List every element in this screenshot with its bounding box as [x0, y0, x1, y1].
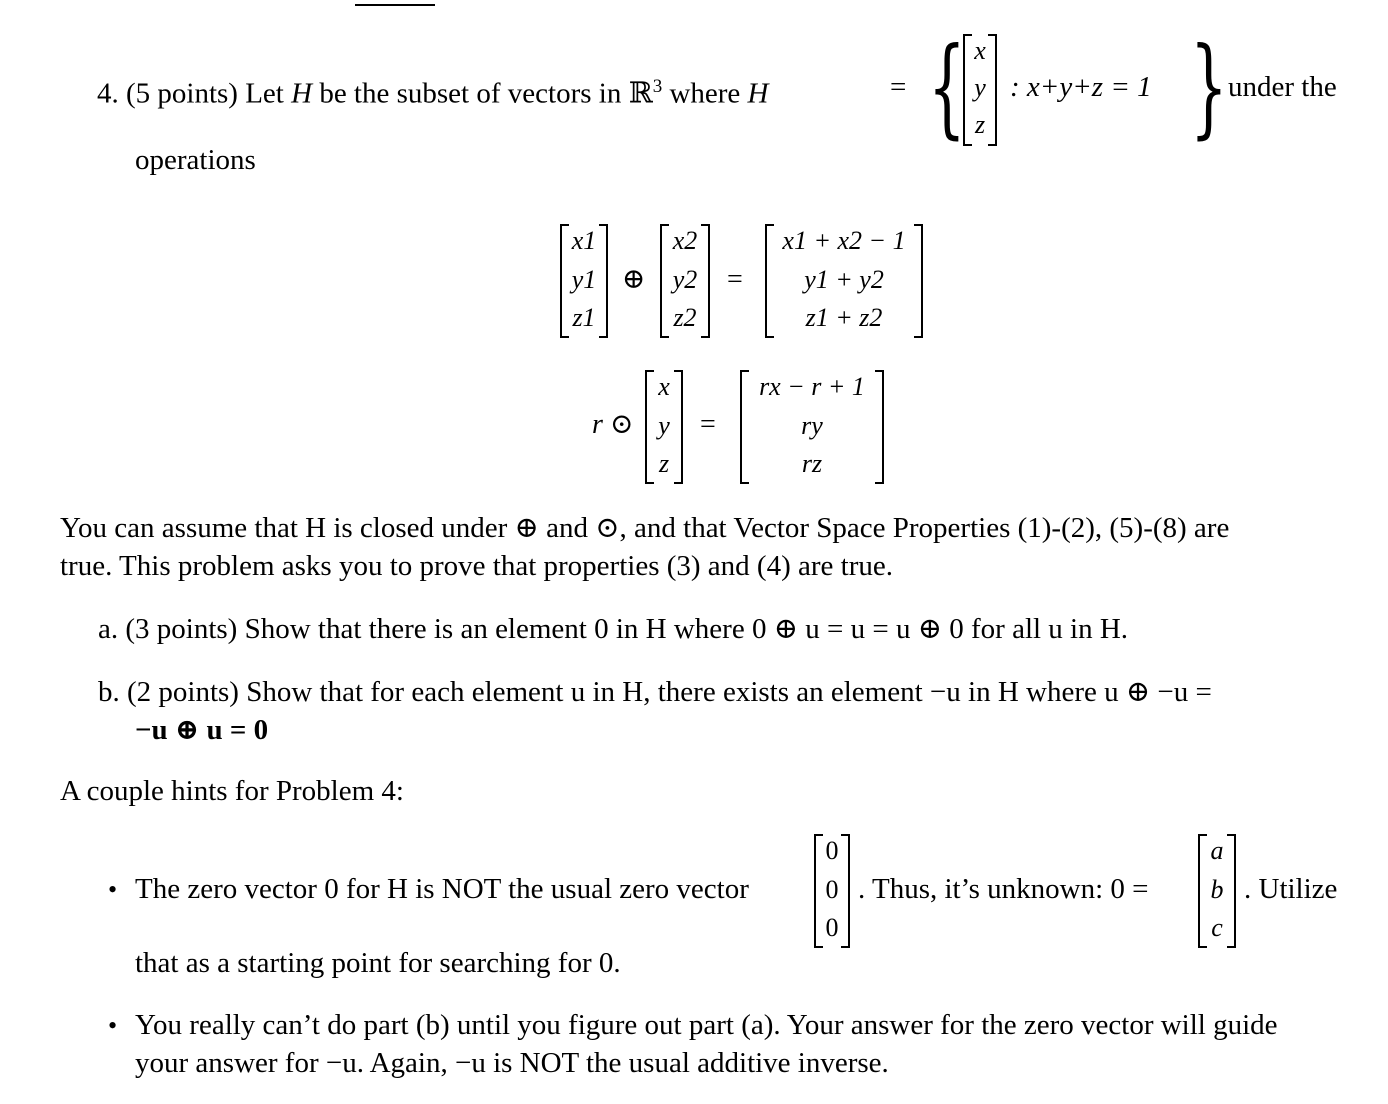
- hint-1-post: . Utilize: [1244, 873, 1338, 905]
- set-vector: [963, 34, 997, 146]
- scalar-result-y: ry: [801, 411, 823, 440]
- H-symbol-2: H: [747, 77, 769, 110]
- set-right-brace: }: [1190, 25, 1228, 150]
- zero-a: a: [1210, 836, 1224, 865]
- hint-1-line-2: that as a starting point for searching for 0.: [135, 947, 621, 979]
- R-exponent: 3: [652, 76, 663, 97]
- scalar-result-x: rx − r + 1: [759, 372, 865, 401]
- scalar-result-vector: [740, 370, 884, 484]
- top-bracket-remnant: [355, 0, 435, 6]
- usual-zero-vector: [814, 834, 850, 948]
- add-x1: x1: [571, 226, 597, 255]
- scalar-z: z: [658, 449, 670, 478]
- hint-2-line-2: your answer for −u. Again, −u is NOT the usual additive inverse.: [135, 1047, 889, 1079]
- part-b-line-1: b. (2 points) Show that for each element u in H, there exists an element −u in H where u ⊕ −u =: [98, 676, 1212, 708]
- set-condition: : x+y+z = 1: [1010, 71, 1152, 103]
- add-result-vector: [765, 224, 923, 338]
- hint-1-prefix: The zero vector 0 for H is NOT the usual zero vector: [135, 873, 749, 905]
- part-b-line-2: −u ⊕ u = 0: [135, 714, 269, 746]
- oplus-symbol: ⊕: [622, 264, 646, 295]
- add-y1: y1: [571, 265, 597, 294]
- where-text: where: [662, 77, 748, 110]
- zero-1: 0: [825, 836, 839, 865]
- bullet-1: •: [108, 875, 118, 904]
- part-a: a. (3 points) Show that there is an element 0 in H where 0 ⊕ u = u = u ⊕ 0 for all u in H.: [98, 613, 1129, 645]
- intro-mid: be the subset of vectors in: [312, 77, 629, 110]
- bullet-2: •: [108, 1011, 118, 1040]
- odot-symbol: ⊙: [610, 409, 634, 440]
- scalar-y: y: [658, 411, 670, 440]
- intro-prefix: 4. (5 points) Let: [97, 77, 292, 110]
- set-left-brace: {: [928, 25, 966, 150]
- problem-intro: [97, 68, 768, 113]
- add-result-y: y1 + y2: [804, 265, 884, 294]
- body-line-1: You can assume that H is closed under ⊕ and ⊙, and that Vector Space Properties (1)-(2), (5)-(8) are: [60, 512, 1230, 544]
- scalar-x: x: [658, 372, 670, 401]
- add-equals: =: [727, 264, 743, 295]
- add-result-z: z1 + z2: [805, 303, 883, 332]
- add-vector-1: [560, 224, 608, 338]
- add-result-x: x1 + x2 − 1: [782, 226, 906, 255]
- operations-label: operations: [135, 144, 256, 176]
- H-symbol: H: [291, 77, 313, 110]
- zero-3: 0: [825, 913, 839, 942]
- add-y2: y2: [672, 265, 698, 294]
- scalar-r: r: [592, 409, 603, 440]
- set-y: y: [974, 73, 986, 102]
- add-vector-2: [660, 224, 710, 338]
- intro-equals: =: [890, 71, 907, 103]
- unknown-zero-vector: [1198, 834, 1236, 948]
- add-z2: z2: [673, 303, 697, 332]
- hint-1-mid: . Thus, it’s unknown: 0 =: [858, 873, 1149, 905]
- add-z1: z1: [572, 303, 596, 332]
- set-x: x: [974, 36, 986, 65]
- scalar-equals: =: [700, 409, 716, 440]
- scalar-result-z: rz: [801, 449, 823, 478]
- set-z: z: [974, 110, 986, 139]
- zero-c: c: [1211, 913, 1223, 942]
- hints-heading: A couple hints for Problem 4:: [60, 775, 404, 807]
- zero-b: b: [1210, 875, 1224, 904]
- hint-2-line-1: You really can’t do part (b) until you figure out part (a). Your answer for the zero vector will guide: [135, 1009, 1278, 1041]
- add-x2: x2: [672, 226, 698, 255]
- under-the: under the: [1228, 71, 1337, 103]
- R-symbol: ℝ: [628, 75, 653, 110]
- body-line-2: true. This problem asks you to prove that properties (3) and (4) are true.: [60, 550, 893, 582]
- zero-2: 0: [825, 875, 839, 904]
- scalar-vector: [645, 370, 683, 484]
